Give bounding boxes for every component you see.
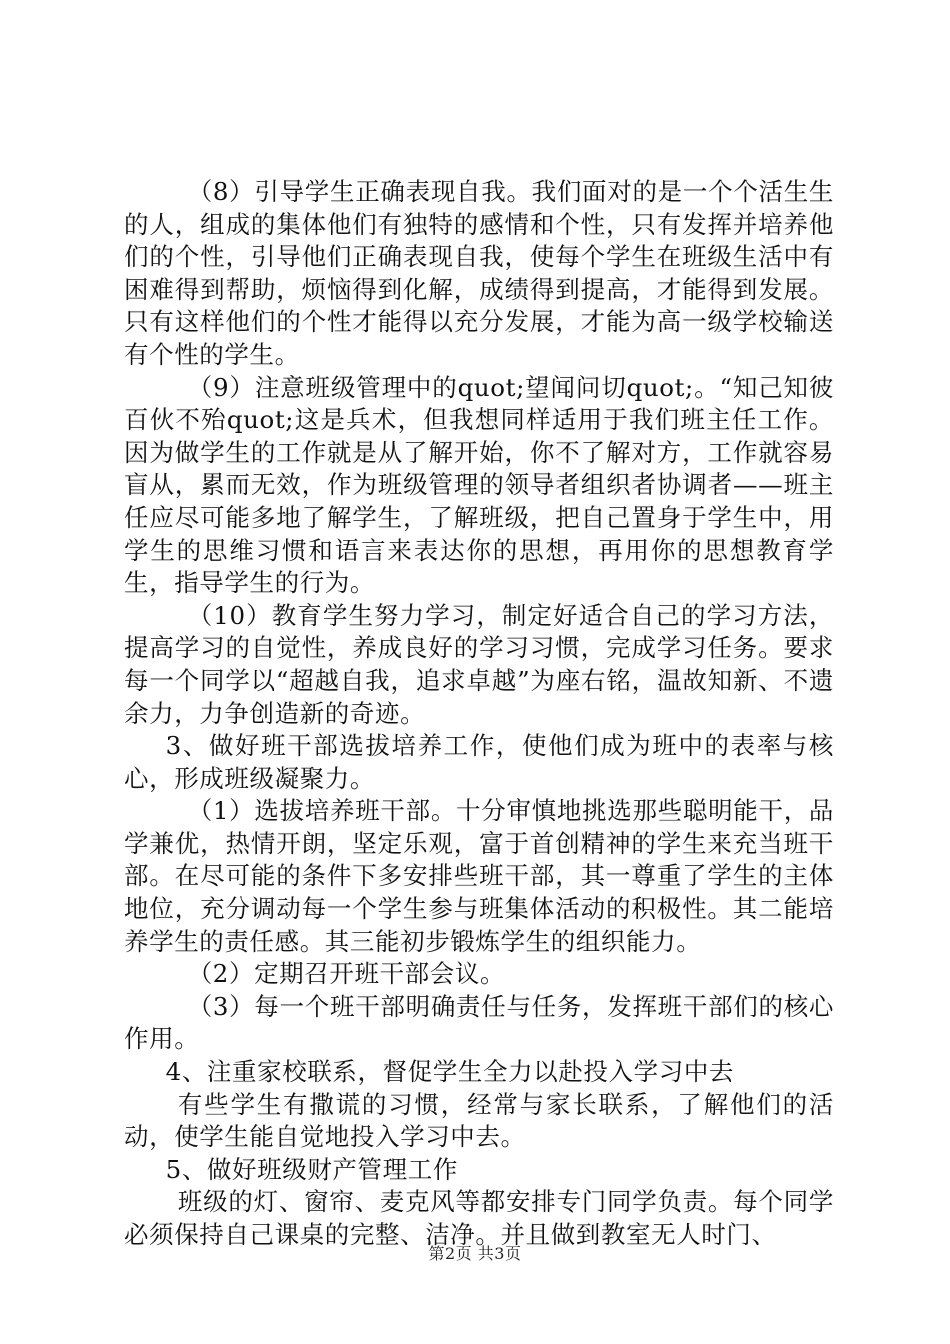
section-5-heading: 5、做好班级财产管理工作 xyxy=(165,1154,458,1184)
paragraph-4-body: 有些学生有撒谎的习惯，经常与家长联系，了解他们的活动，使学生能自觉地投入学习中去。 xyxy=(124,1089,834,1152)
paragraph-3-3: （3）每一个班干部明确责任与任务，发挥班干部们的核心作用。 xyxy=(124,991,834,1054)
document-body xyxy=(124,176,834,1252)
page-number-footer: 第2页 共3页 xyxy=(428,1244,522,1263)
section-4-heading: 4、注重家校联系，督促学生全力以赴投入学习中去 xyxy=(165,1057,735,1087)
section-3-heading: 3、做好班干部选拔培养工作，使他们成为班中的表率与核心，形成班级凝聚力。 xyxy=(124,731,834,793)
paragraph-8: （8）引导学生正确表现自我。我们面对的是一个个活生生的人，组成的集体他们有独特的感情和个性，只有发挥并培养他们的个性，引导他们正确表现自我，使每个学生在班级生活中有困难得到帮助，烦恼得到化解，成绩得到提高，才能得到发展。只有这样他们的个性才能得以充分发展，才能为高一级学校输送有个性的学生。 xyxy=(124,177,834,369)
paragraph-3-1: （1）选拔培养班干部。十分审慎地挑选那些聪明能干，品学兼优，热情开朗，坚定乐观，富于首创精神的学生来充当班干部。在尽可能的条件下多安排些班干部，其一尊重了学生的主体地位，充分调动每一个学生参与班集体活动的积极性。其二能培养学生的责任感。其三能初步锻炼学生的组织能力。 xyxy=(124,796,834,956)
paragraph-3-2: （2）定期召开班干部会议。 xyxy=(187,959,506,989)
paragraph-10: （10）教育学生努力学习，制定好适合自己的学习方法，提高学习的自觉性，养成良好的学习习惯，完成学习任务。要求每一个同学以“超越自我，追求卓越”为座右铭，温故知新、不遗余力，力争创造新的奇迹。 xyxy=(124,600,834,728)
paragraph-9: （9）注意班级管理中的quot;望闻问切quot;。“知己知彼百伙不殆quot;这是兵术，但我想同样适用于我们班主任工作。因为做学生的工作就是从了解开始，你不了解对方，工作就容易盲从，累而无效，作为班级管理的领导者组织者协调者——班主任应尽可能多地了解学生，了解班级，把自己置身于学生中，用学生的思维习惯和语言来表达你的思想，再用你的思想教育学生，指导学生的行为。 xyxy=(124,372,834,598)
paragraph-5-body: 班级的灯、窗帘、麦克风等都安排专门同学负责。每个同学必须保持自己课桌的完整、洁净。并且做到教室无人时门、 xyxy=(124,1187,834,1249)
